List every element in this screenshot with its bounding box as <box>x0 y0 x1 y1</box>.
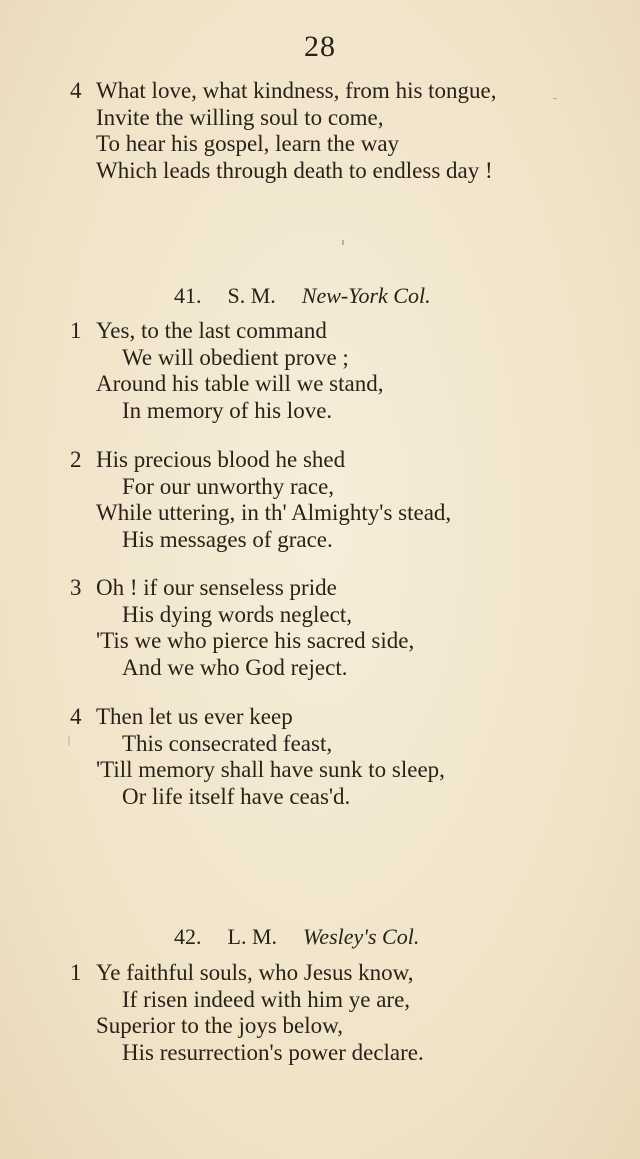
stanza-line: His messages of grace. <box>122 526 333 552</box>
stanza-line: Yes, to the last command <box>96 318 327 343</box>
stanza-number: 1 <box>70 960 82 985</box>
stanza-line: His dying words neglect, <box>122 601 352 627</box>
stanza-number: 2 <box>70 447 82 472</box>
paper-speck <box>553 98 557 99</box>
paper-speck <box>342 240 344 245</box>
hymn-meter: S. M. <box>227 283 276 308</box>
hymn-number: 41. <box>174 283 202 308</box>
hymn-41-stanza-2 <box>70 447 610 553</box>
stanza-line: To hear his gospel, learn the way <box>96 131 400 156</box>
paper-speck <box>68 736 70 746</box>
stanza-line: Ye faithful souls, who Jesus know, <box>96 960 414 985</box>
stanza-line: We will obedient prove ; <box>122 344 349 370</box>
page-number: 28 <box>304 30 336 63</box>
stanza-line: Then let us ever keep <box>96 704 293 729</box>
hymn-meter: L. M. <box>227 924 277 949</box>
continuation-stanza <box>70 78 610 184</box>
stanza-number: 3 <box>70 575 82 600</box>
hymn-41-stanza-3 <box>70 575 610 681</box>
stanza-line: Or life itself have ceas'd. <box>122 783 351 809</box>
stanza-number: 4 <box>70 704 82 729</box>
stanza-line: If risen indeed with him ye are, <box>122 986 411 1012</box>
stanza-line: Around his table will we stand, <box>96 371 384 396</box>
hymn-source: Wesley's Col. <box>303 924 420 949</box>
hymn-41-stanza-4 <box>70 704 610 810</box>
stanza-line: 'Till memory shall have sunk to sleep, <box>96 757 445 782</box>
stanza-line: In memory of his love. <box>122 397 333 423</box>
stanza-line: Superior to the joys below, <box>96 1013 344 1038</box>
stanza-line: This consecrated feast, <box>122 730 333 756</box>
stanza-line: For our unworthy race, <box>122 473 335 499</box>
stanza-line: His resurrection's power declare. <box>122 1039 424 1065</box>
hymn-42-stanza-1 <box>70 960 610 1066</box>
hymn-41-header <box>174 283 431 309</box>
hymn-41-stanza-1 <box>70 318 610 424</box>
stanza-line: Oh ! if our senseless pride <box>96 575 337 600</box>
stanza-line: Invite the willing soul to come, <box>96 104 384 130</box>
stanza-line: While uttering, in th' Almighty's stead, <box>96 500 452 525</box>
hymn-source: New-York Col. <box>301 283 431 308</box>
stanza-line: 'Tis we who pierce his sacred side, <box>96 628 415 653</box>
stanza-number: 1 <box>70 318 82 343</box>
stanza-line: Which leads through death to endless day ! <box>96 157 493 183</box>
stanza-line: His precious blood he shed <box>96 447 346 472</box>
stanza-line: 4 What love, what kindness, from his tongue, <box>70 78 497 103</box>
stanza-number: 4 <box>70 78 82 103</box>
hymn-number: 42. <box>174 924 202 949</box>
hymn-42-header <box>174 924 419 950</box>
stanza-line: And we who God reject. <box>122 654 348 680</box>
